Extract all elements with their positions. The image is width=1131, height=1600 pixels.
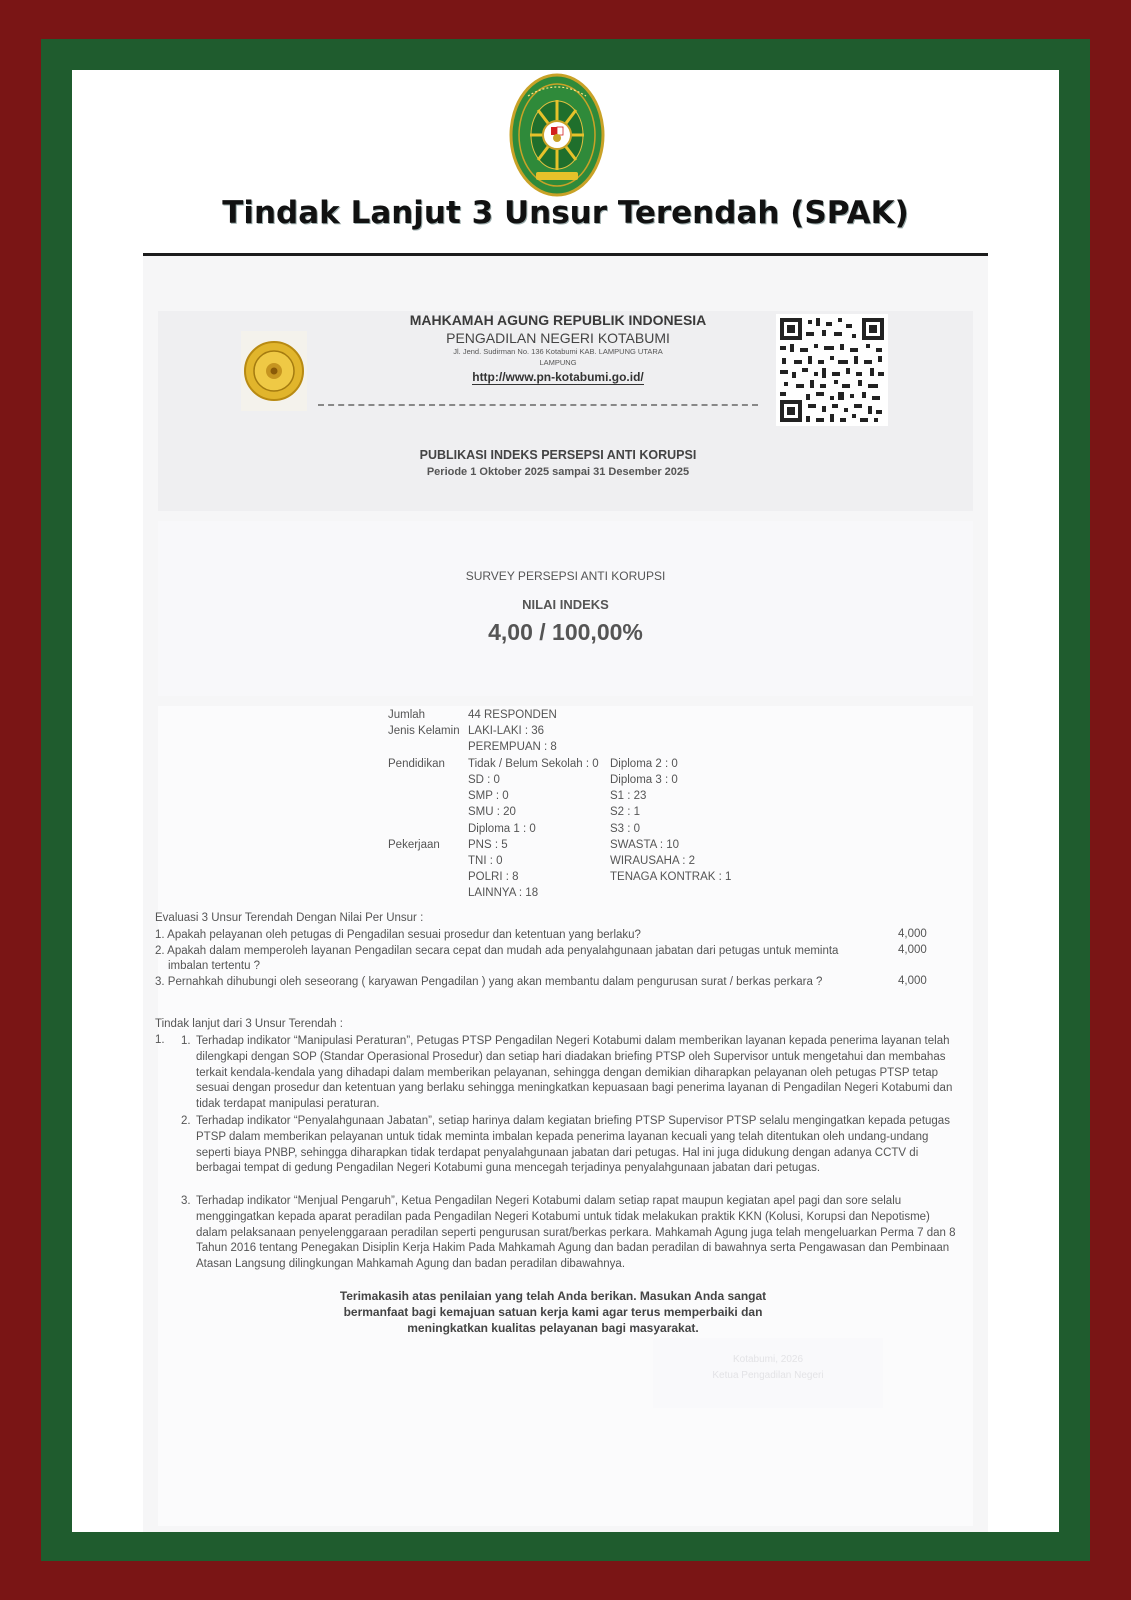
closing-line: meningkatkan kualitas pelayanan bagi masyarakat. xyxy=(407,1321,699,1335)
education-item: S2 : 1 xyxy=(610,806,641,818)
evaluation-value: 4,000 xyxy=(898,928,927,940)
evaluation-num: 2. xyxy=(155,945,165,957)
closing-line: Terimakasih atas penilaian yang telah Anda berikan. Masukan Anda sangat xyxy=(339,1289,767,1303)
page-title: Tindak Lanjut 3 Unsur Terendah (SPAK) xyxy=(222,195,909,231)
closing-message xyxy=(313,1288,793,1336)
evaluation-row xyxy=(155,944,885,958)
education-item: Diploma 3 : 0 xyxy=(610,774,678,786)
job-label: Pekerjaan xyxy=(388,839,440,851)
header-org-line1: MAHKAMAH AGUNG REPUBLIK INDONESIA xyxy=(409,312,707,328)
education-item: SD : 0 xyxy=(468,774,500,786)
follow-up-item xyxy=(181,1194,959,1273)
education-item: SMU : 20 xyxy=(468,806,516,818)
follow-up-num: 3. xyxy=(181,1195,191,1207)
evaluation-text: Pernahkah dihubungi oleh seseorang ( karyawan Pengadilan ) yang akan membantu dalam pengurusan surat / berkas perkara ? xyxy=(167,976,823,988)
scanned-document xyxy=(143,256,988,1532)
survey-label: SURVEY PERSEPSI ANTI KORUPSI xyxy=(465,569,666,583)
job-item: WIRAUSAHA : 2 xyxy=(610,855,695,867)
evaluation-num: 3. xyxy=(155,976,165,988)
follow-up-num: 2. xyxy=(181,1115,191,1127)
education-item: S3 : 0 xyxy=(610,823,641,835)
education-item: Diploma 1 : 0 xyxy=(468,823,536,835)
gender-male: LAKI-LAKI : 36 xyxy=(468,725,545,737)
education-item: SMP : 0 xyxy=(468,790,509,802)
qr-code xyxy=(776,314,888,426)
job-item: PNS : 5 xyxy=(468,839,508,851)
follow-up-text: Terhadap indikator “Manipulasi Peraturan”, Petugas PTSP Pengadilan Negeri Kotabumi dalam memberikan layanan kepada penerima layanan telah dilengkapi dengan SOP (Standar Operasional Prosedur) dan setiap hari diadakan briefing PTSP oleh Supervisor untuk mengetahui dan membahas terkait kendala-kendala yang dihadapi dalam memberikan pelayanan, sehingga dengan demikian diharapkan pelayanan oleh petugas PTSP tetap sesuai dengan prosedur dan ketentuan yang berlaku sehingga meningkatkan kepuasaan bagi penerima layanan di Pengadilan Negeri Kotabumi dan tidak terdapat manipulasi peraturan. xyxy=(196,1035,953,1111)
education-item: Tidak / Belum Sekolah : 0 xyxy=(468,758,599,770)
evaluation-value: 4,000 xyxy=(898,944,927,956)
header-address-line1: Jl. Jend. Sudirman No. 136 Kotabumi KAB. LAMPUNG UTARA xyxy=(453,347,663,356)
signature-line: Ketua Pengadilan Negeri xyxy=(712,1370,824,1381)
job-item: LAINNYA : 18 xyxy=(468,887,539,899)
job-item: SWASTA : 10 xyxy=(610,839,680,851)
index-score: 4,00 / 100,00% xyxy=(488,619,643,645)
index-label: NILAI INDEKS xyxy=(522,597,609,612)
follow-up-num: 1. xyxy=(181,1035,191,1047)
evaluation-text: Apakah dalam memperoleh layanan Pengadilan secara cepat dan mudah ada penyalahgunaan jabatan dari petugas untuk meminta xyxy=(167,945,839,957)
gender-label: Jenis Kelamin xyxy=(388,725,460,737)
header-url[interactable] xyxy=(343,370,773,384)
header-org-line2: PENGADILAN NEGERI KOTABUMI xyxy=(446,330,670,346)
court-emblem-logo xyxy=(508,72,606,198)
publication-title: PUBLIKASI INDEKS PERSEPSI ANTI KORUPSI xyxy=(419,448,697,462)
publication-period: Periode 1 Oktober 2025 sampai 31 Desember 2025 xyxy=(426,466,690,478)
job-item: POLRI : 8 xyxy=(468,871,519,883)
closing-line: bermanfaat bagi kemajuan satuan kerja kami agar terus memperbaiki dan xyxy=(343,1305,763,1319)
evaluation-text: Apakah pelayanan oleh petugas di Pengadilan sesuai prosedur dan ketentuan yang berlaku? xyxy=(167,929,641,941)
signature-line: Kotabumi, 2026 xyxy=(732,1354,804,1365)
follow-up-item xyxy=(181,1114,959,1177)
jumlah-label: Jumlah xyxy=(388,709,426,721)
follow-up-text: Terhadap indikator “Menjual Pengaruh”, Ketua Pengadilan Negeri Kotabumi dalam setiap rapat maupun kegiatan apel pagi dan sore selalu menggingatkan kepada aparat peradilan pada Pengadilan Negeri Kotabumi untuk tidak melakukan praktik KKN (Kolusi, Korupsi dan Nepotisme) dalam pelaksanaan penyelenggaraan peradilan seperti pengurusan surat/berkas perkara. Mahkamah Agung juga telah mengeluarkan Perma 7 dan 8 Tahun 2016 tentang Penegakan Disiplin Kerja Hakim Pada Mahkamah Agung dan badan peradilan di bawahnya serta Pengawasan dan Pembinaan Atasan Langsung dilingkungan Mahkamah Agung dan badan peradilan dibawahnya. xyxy=(196,1195,956,1271)
evaluation-text-cont: imbalan tertentu ? xyxy=(168,960,261,972)
evaluation-num: 1. xyxy=(155,929,165,941)
follow-up-title: Tindak lanjut dari 3 Unsur Terendah : xyxy=(155,1018,343,1030)
header-address-line2: LAMPUNG xyxy=(539,358,577,367)
education-item: Diploma 2 : 0 xyxy=(610,758,678,770)
gender-female: PEREMPUAN : 8 xyxy=(468,741,557,753)
education-item: S1 : 23 xyxy=(610,790,647,802)
evaluation-value: 4,000 xyxy=(898,975,927,987)
follow-up-outer-num: 1. xyxy=(155,1034,165,1046)
mahkamah-agung-seal xyxy=(241,331,307,411)
education-label: Pendidikan xyxy=(388,758,445,770)
job-item: TNI : 0 xyxy=(468,855,503,867)
header-divider xyxy=(318,404,758,406)
evaluation-row xyxy=(155,975,935,989)
signature-block xyxy=(653,1338,883,1408)
job-item: TENAGA KONTRAK : 1 xyxy=(610,871,732,883)
header-url-text[interactable]: http://www.pn-kotabumi.go.id/ xyxy=(472,370,644,384)
follow-up-item xyxy=(181,1034,959,1113)
evaluation-title: Evaluasi 3 Unsur Terendah Dengan Nilai Per Unsur : xyxy=(155,912,424,924)
follow-up-text: Terhadap indikator “Penyalahgunaan Jabatan”, setiap harinya dalam kegiatan briefing PTSP Supervisor PTSP selalu mengingatkan kepada petugas PTSP dalam memberikan pelayanan untuk tidak meminta imbalan kepada penerima layanan kecuali yang telah ditentukan oleh undang-undang seperti biaya PNBP, sehingga diharapkan tidak terdapat penyalahgunaan jabatan dari petugas. Hal ini juga didukung dengan adanya CCTV di berbagai tempat di gedung Pengadilan Negeri Kotabumi guna mencegah terjadinya penyalahgunaan jabatan dari petugas. xyxy=(196,1115,950,1175)
evaluation-row xyxy=(155,928,935,942)
jumlah-value: 44 RESPONDEN xyxy=(468,709,557,721)
